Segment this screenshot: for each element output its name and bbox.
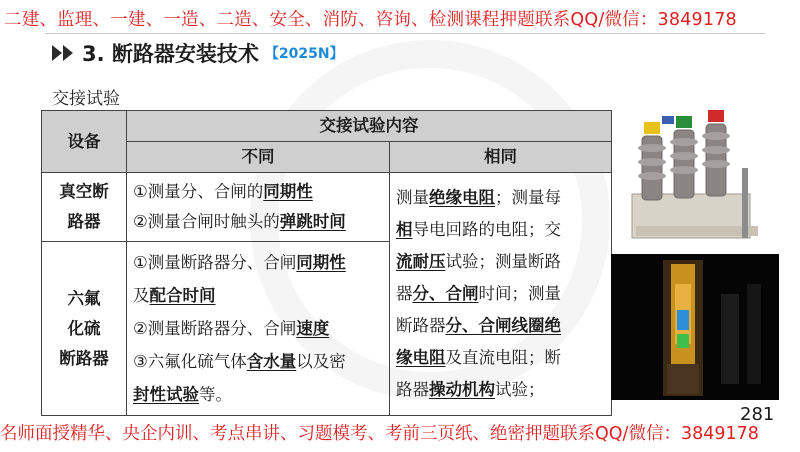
year-tag: 【2025N】 — [264, 46, 344, 62]
same-line: 路器操动机构试验； — [396, 380, 545, 399]
vacuum-breaker-photo — [622, 108, 770, 248]
same-cell — [390, 173, 612, 416]
section-label: 交接试验 — [52, 89, 120, 109]
same-line: 器分、合闸时间；测量 — [396, 284, 561, 303]
table-row — [42, 173, 612, 242]
device-sf6-breaker: 六氟 化硫 断路器 — [42, 242, 127, 416]
diff-line: ③六氟化硫气体含水量以及密 — [133, 352, 346, 371]
diff-line: 封性试验等。 — [133, 385, 232, 404]
promo-banner-bottom: 名师面授精华、央企内训、考点串讲、习题模考、考前三页纸、绝密押题联系QQ/微信：3849178 — [0, 424, 759, 444]
double-chevron-icon — [52, 45, 74, 61]
same-line: 测量绝缘电阻；测量每 — [396, 188, 561, 207]
handover-test-table — [41, 110, 612, 416]
same-line: 缘电阻及直流电阻；断 — [396, 348, 561, 367]
page-number: 281 — [740, 404, 775, 425]
diff-line: ②测量合闸时触头的弹跳时间 — [133, 212, 346, 231]
slide-title-row — [52, 38, 344, 68]
diff-line: ①测量分、合闸的同期性 — [133, 182, 313, 201]
diff-line: ①测量断路器分、合闸同期性 — [133, 253, 346, 272]
same-line: 流耐压试验；测量断路 — [396, 252, 561, 271]
device-vacuum-breaker: 真空断 路器 — [42, 173, 127, 242]
same-line: 相导电回路的电阻；交 — [396, 220, 561, 239]
diff-line: 及配合时间 — [133, 286, 216, 305]
header-different: 不同 — [127, 142, 390, 173]
header-content: 交接试验内容 — [127, 111, 612, 142]
header-same: 相同 — [390, 142, 612, 173]
same-line: 断路器分、合闸线圈绝 — [396, 316, 561, 335]
table-header-row — [42, 111, 612, 142]
diff-cell-sf6 — [127, 242, 390, 416]
sf6-breaker-cutaway-photo — [611, 254, 779, 400]
promo-banner-top: 二建、监理、一建、一造、二造、安全、消防、咨询、检测课程押题联系QQ/微信：3849178 — [4, 10, 737, 30]
table-subheader-row — [42, 142, 612, 173]
slide-title: 3. 断路器安装技术 — [82, 42, 259, 66]
header-device: 设备 — [42, 111, 127, 173]
diff-line: ②测量断路器分、合闸速度 — [133, 319, 330, 338]
header-divider — [45, 33, 765, 34]
diff-cell-vacuum — [127, 173, 390, 242]
